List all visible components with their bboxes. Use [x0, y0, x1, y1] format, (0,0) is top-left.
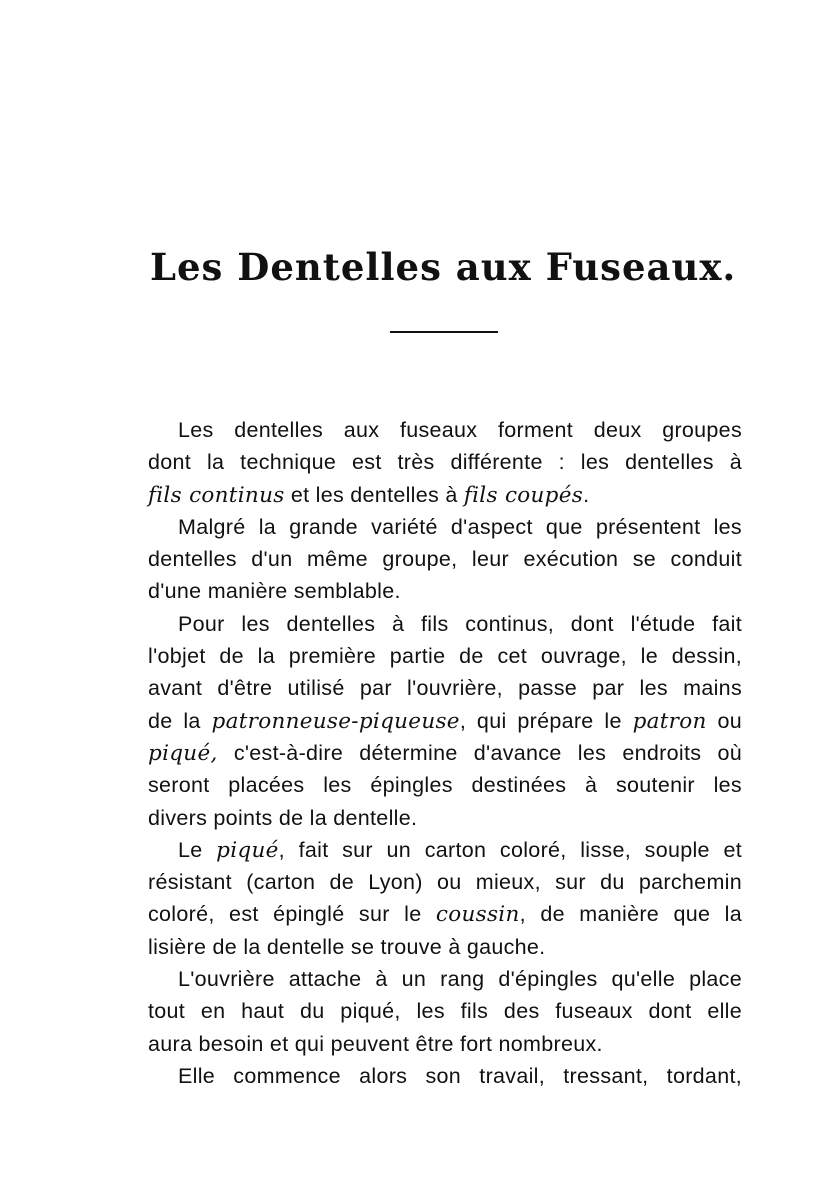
text-line	[148, 963, 742, 995]
text-run: Pour les dentelles à fils continus, dont l'étude fait	[178, 611, 742, 636]
paragraph	[148, 963, 742, 1060]
text-run: avant d'être utilisé par l'ouvrière, passe par les mains	[148, 676, 742, 701]
text-line	[148, 479, 742, 511]
text-run: l'objet de la première partie de cet ouvrage, le dessin,	[148, 644, 742, 669]
paragraph	[148, 608, 742, 834]
body-text	[148, 414, 742, 1092]
text-run: aura besoin et qui peuvent être fort nombreux.	[148, 1031, 603, 1056]
text-run: tout en haut du piqué, les fils des fuseaux dont elle	[148, 999, 742, 1024]
text-run: L'ouvrière attache à un rang d'épingles qu'elle place	[178, 967, 742, 992]
text-line	[148, 1028, 742, 1060]
text-line	[148, 672, 742, 704]
text-line	[148, 511, 742, 543]
text-line	[148, 640, 742, 672]
text-line	[148, 414, 742, 446]
text-line	[148, 866, 742, 898]
italic-term: fils coupés	[463, 482, 584, 508]
text-line	[148, 608, 742, 640]
text-run: c'est-à-dire détermine d'avance les endroits où	[217, 740, 742, 765]
text-line	[148, 575, 742, 607]
text-run: Malgré la grande variété d'aspect que présentent les	[178, 514, 742, 539]
paragraph	[148, 834, 742, 963]
text-line	[148, 705, 742, 737]
text-run: résistant (carton de Lyon) ou mieux, sur du parchemin	[148, 870, 742, 895]
italic-term: fils continus	[148, 482, 285, 508]
text-run: seront placées les épingles destinées à soutenir les	[148, 773, 742, 798]
text-run: , de manière que la	[519, 902, 742, 927]
text-run: dont la technique est très différente : les dentelles à	[148, 450, 742, 475]
text-line	[148, 1060, 742, 1092]
italic-term: coussin	[435, 902, 520, 928]
text-line	[148, 834, 742, 866]
paragraph	[148, 1060, 742, 1092]
italic-term: patronneuse-piqueuse	[211, 708, 460, 734]
text-line	[148, 898, 742, 930]
text-run: Les dentelles aux fuseaux forment deux groupes	[178, 418, 742, 442]
text-run: et les dentelles à	[284, 482, 464, 507]
text-line	[148, 446, 742, 478]
italic-term: piqué,	[148, 740, 218, 766]
text-line	[148, 931, 742, 963]
text-run: divers points de la dentelle.	[148, 805, 418, 830]
title-divider	[390, 331, 498, 333]
text-line	[148, 769, 742, 801]
italic-term: patron	[632, 708, 707, 734]
text-run: , fait sur un carton coloré, lisse, souple et	[278, 837, 742, 862]
text-line	[148, 995, 742, 1027]
italic-term: piqué	[216, 837, 279, 863]
paragraph	[148, 511, 742, 608]
chapter-title: Les Dentelles aux Fuseaux.	[150, 245, 737, 289]
text-run: , qui prépare le	[459, 708, 633, 733]
text-line	[148, 802, 742, 834]
text-run: lisière de la dentelle se trouve à gauche.	[148, 934, 546, 959]
paragraph	[148, 414, 742, 511]
text-run: d'une manière semblable.	[148, 579, 401, 604]
text-run: ou	[706, 708, 742, 733]
text-run: Elle commence alors son travail, tressant, tordant,	[178, 1063, 742, 1088]
text-run: .	[583, 482, 590, 507]
text-run: Le	[178, 837, 217, 862]
text-line	[148, 543, 742, 575]
text-line	[148, 737, 742, 769]
text-run: de la	[148, 708, 212, 733]
text-run: dentelles d'un même groupe, leur exécution se conduit	[148, 547, 742, 572]
text-run: coloré, est épinglé sur le	[148, 902, 436, 927]
